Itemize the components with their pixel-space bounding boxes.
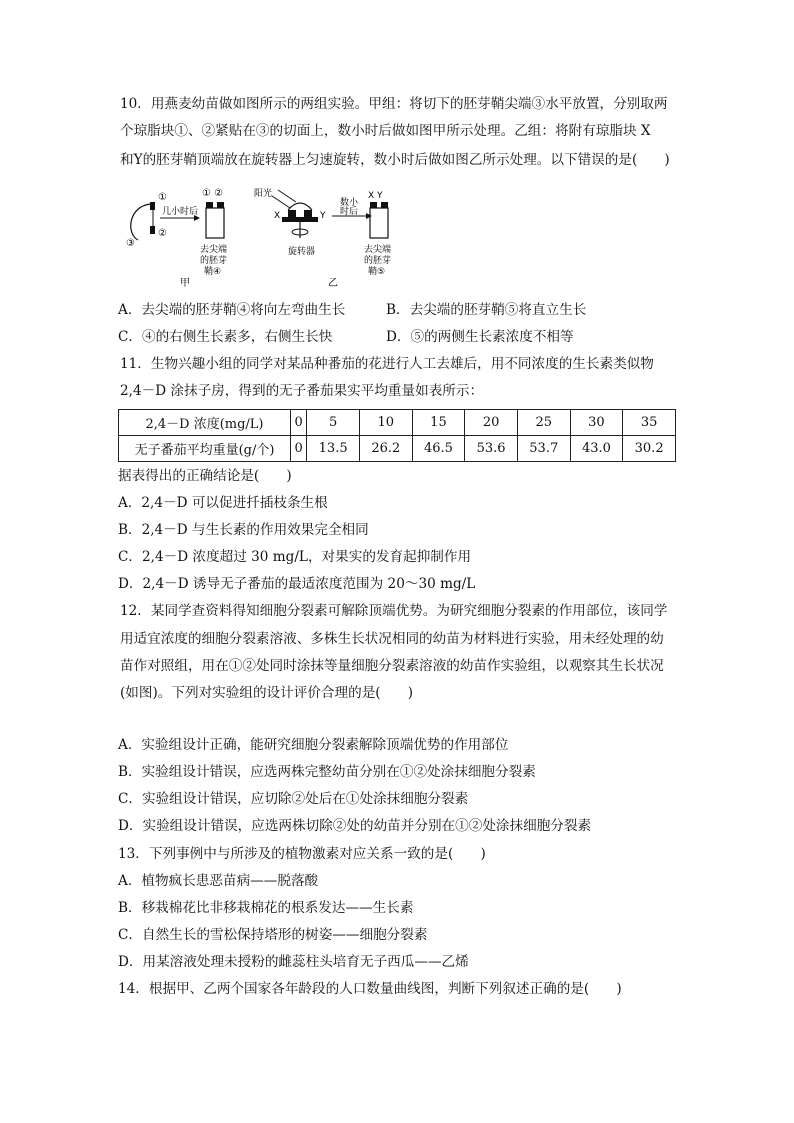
agar-y (304, 210, 312, 217)
table-cell: 46.5 (412, 436, 465, 462)
q13-option-d[interactable]: D．用某溶液处理未授粉的雌蕊柱头培育无子西瓜——乙烯 (118, 954, 469, 970)
figure-yi (254, 187, 391, 289)
q10-option-a[interactable]: A．去尖端的胚芽鞘④将向左弯曲生长 (118, 302, 346, 318)
table-header-weight: 无子番茄平均重量(g/个) (119, 436, 291, 462)
label-3: ③ (126, 238, 135, 249)
q13-option-a[interactable]: A．植物疯长患恶苗病——脱落酸 (118, 873, 319, 889)
rotator-label: 旋转器 (288, 247, 316, 257)
tip-curve (131, 204, 151, 240)
q10-figure-svg (118, 186, 538, 292)
table-cell: 26.2 (359, 436, 412, 462)
arrow-text-1: 数小 (340, 198, 359, 208)
table-row (119, 436, 676, 462)
turntable (282, 217, 318, 222)
table-cell: 13.5 (307, 436, 360, 462)
label-2: ② (158, 228, 167, 239)
arrow-text: 几小时后 (162, 207, 199, 217)
agar-right-yi (381, 202, 388, 208)
table-cell: 5 (307, 410, 360, 436)
label-1: ① (158, 192, 167, 203)
q10-line-2: 个琼脂块①、②紧贴在③的切面上，数小时后做如图甲所示处理。乙组：将附有琼脂块 X (120, 123, 651, 139)
top-labels: ① ② (202, 188, 224, 199)
q10-option-c[interactable]: C．④的右侧生长素多，右侧生长快 (118, 329, 333, 345)
q12-line-1: 12．某同学查资料得知细胞分裂素可解除顶端优势。为研究细胞分裂素的作用部位，该同学 (120, 603, 668, 619)
q13-stem: 13．下列事例中与所涉及的植物激素对应关系一致的是( ) (118, 846, 486, 862)
q12-option-c[interactable]: C．实验组设计错误，应切除②处后在①处涂抹细胞分裂素 (118, 791, 469, 807)
agar-x (288, 210, 296, 217)
q11-option-b[interactable]: B．2,4－D 与生长素的作用效果完全相同 (118, 522, 369, 538)
caption-yi-1: 去尖端 (364, 245, 392, 255)
q11-stem: 据表得出的正确结论是( ) (118, 468, 292, 484)
caption-yi-2: 的胚芽 (364, 256, 392, 266)
group-label-yi: 乙 (328, 278, 338, 289)
q10-line-3: 和Y的胚芽鞘顶端放在旋转器上匀速旋转，数小时后做如图乙所示处理。以下错误的是( ) (120, 152, 670, 168)
arrow-head-yi (366, 213, 372, 219)
tip-dome (288, 203, 312, 210)
table-cell: 0 (291, 410, 307, 436)
table-cell: 0 (291, 436, 307, 462)
top-labels-yi: X Y (368, 191, 383, 201)
q12-option-d[interactable]: D．实验组设计错误，应选两株切除②处的幼苗并分别在①②处涂抹细胞分裂素 (118, 818, 592, 834)
table-cell: 10 (359, 410, 412, 436)
q12-line-3: 苗作对照组，用在①②处同时涂抹等量细胞分裂素溶液的幼苗作实验组，以观察其生长状况 (120, 658, 664, 674)
light-ray-2 (272, 196, 290, 208)
q12-line-4: (如图)。下列对实验组的设计评价合理的是( ) (120, 685, 414, 701)
caption-line-1: 去尖端 (200, 245, 228, 255)
agar-block-2 (150, 226, 155, 234)
x-label: X (274, 211, 281, 221)
coleoptile-4 (206, 208, 224, 238)
agar-left (206, 202, 213, 208)
caption-yi-3: 鞘⑤ (368, 267, 386, 277)
table-cell: 35 (623, 410, 676, 436)
table-cell: 53.7 (517, 436, 570, 462)
q14-stem: 14．根据甲、乙两个国家各年龄段的人口数量曲线图，判断下列叙述正确的是( ) (118, 981, 622, 997)
q11-line-2: 2,4－D 涂抹子房，得到的无子番茄果实平均重量如表所示： (120, 383, 484, 399)
q13-option-b[interactable]: B．移栽棉花比非移栽棉花的根系发达——生长素 (118, 900, 414, 916)
q11-option-d[interactable]: D．2,4－D 诱导无子番茄的最适浓度范围为 20～30 mg/L (118, 576, 476, 592)
y-label: Y (320, 211, 326, 221)
sunlight-label: 阳光 (254, 189, 273, 199)
caption-line-2: 的胚芽 (200, 256, 228, 266)
group-label-jia: 甲 (180, 278, 190, 289)
q12-option-a[interactable]: A．实验组设计正确，能研究细胞分裂素解除顶端优势的作用部位 (118, 737, 509, 753)
q12-option-b[interactable]: B．实验组设计错误，应选两株完整幼苗分别在①②处涂抹细胞分裂素 (118, 764, 536, 780)
table-header-concentration: 2,4－D 浓度(mg/L) (119, 410, 291, 436)
coleoptile-5 (370, 208, 388, 238)
agar-block-1 (150, 202, 155, 210)
table-row (119, 410, 676, 436)
q10-option-b[interactable]: B．去尖端的胚芽鞘⑤将直立生长 (386, 302, 587, 318)
agar-right (217, 202, 224, 208)
q10-figure (118, 186, 538, 292)
caption-line-3: 鞘④ (204, 267, 222, 277)
table-cell: 30.2 (623, 436, 676, 462)
q13-option-c[interactable]: C．自然生长的雪松保持塔形的树姿——细胞分裂素 (118, 927, 428, 943)
table-cell: 25 (517, 410, 570, 436)
table-cell: 53.6 (465, 436, 518, 462)
q11-option-c[interactable]: C．2,4－D 浓度超过 30 mg/L，对果实的发育起抑制作用 (118, 549, 472, 565)
table-cell: 30 (570, 410, 623, 436)
figure-jia (126, 188, 227, 289)
q11-data-table (118, 409, 676, 462)
q11-line-1: 11．生物兴趣小组的同学对某品种番茄的花进行人工去雄后，用不同浓度的生长素类似物 (120, 356, 654, 372)
table-cell: 43.0 (570, 436, 623, 462)
q12-line-2: 用适宜浓度的细胞分裂素溶液、多株生长状况相同的幼苗为材料进行实验，用未经处理的幼 (120, 631, 664, 647)
table-cell: 15 (412, 410, 465, 436)
agar-left-yi (370, 202, 377, 208)
q10-line-1: 10．用燕麦幼苗做如图所示的两组实验。甲组：将切下的胚芽鞘尖端③水平放置，分别取两 (120, 96, 668, 112)
q10-option-d[interactable]: D．⑤的两侧生长素浓度不相等 (386, 329, 574, 345)
table-cell: 20 (465, 410, 518, 436)
arrow-text-2: 时后 (340, 207, 359, 217)
light-ray-1 (278, 190, 296, 202)
q11-option-a[interactable]: A．2,4－D 可以促进扦插枝条生根 (118, 495, 328, 511)
